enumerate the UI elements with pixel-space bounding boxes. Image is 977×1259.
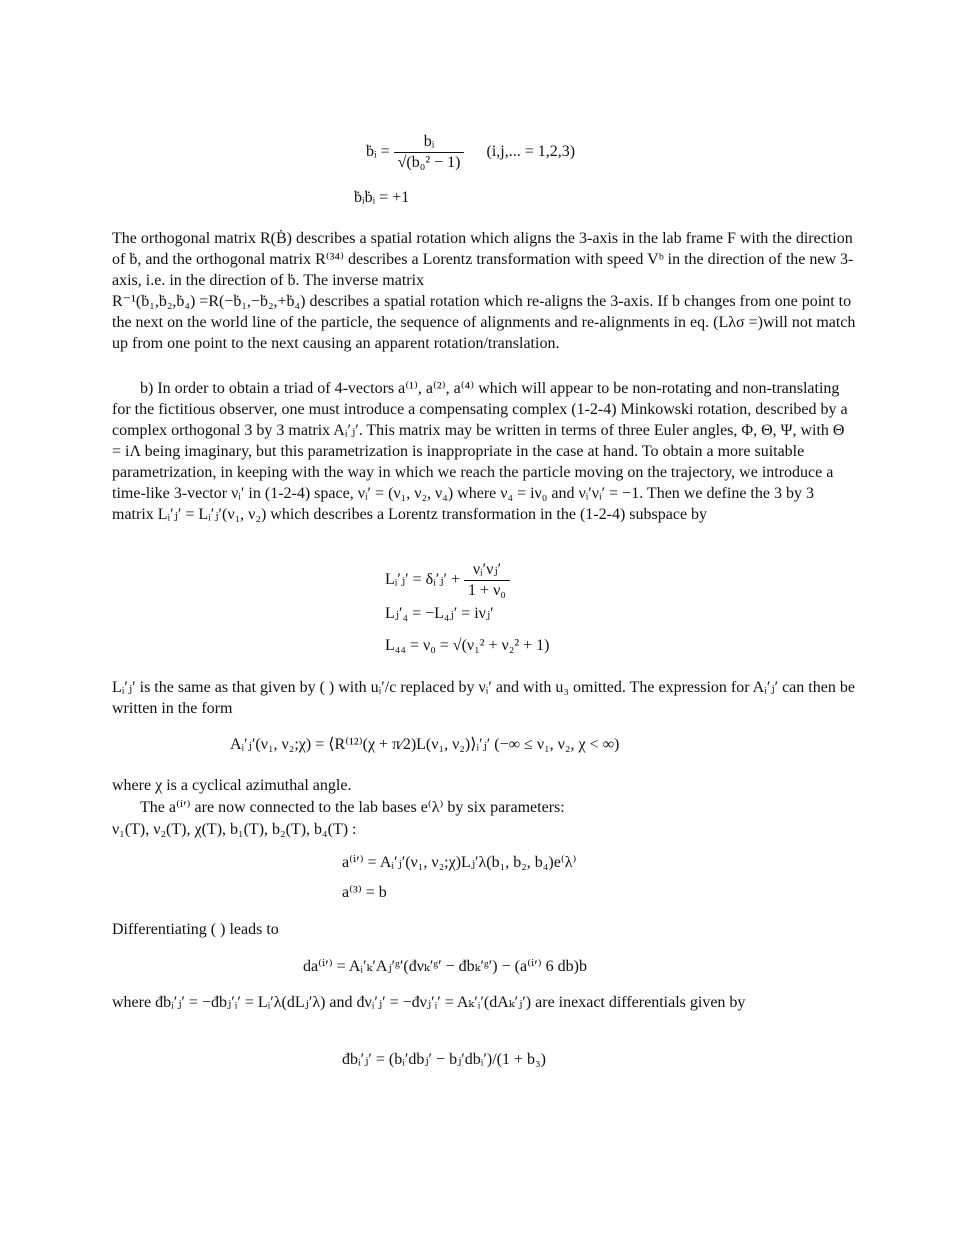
equation-a-expansion: a⁽ⁱ′⁾ = Aᵢ′ⱼ′(ν₁, ν₂;χ)Lⱼ′λ(b₁, b₂, b₄)e⁽λ⁾ xyxy=(342,854,577,871)
paragraph-triad-construction: b) In order to obtain a triad of 4-vectors a⁽¹⁾, a⁽²⁾, a⁽⁴⁾ which will appear to be non-rotating and non-translating for the fictitious observer, one must introduce a compensating complex (1-2-4) Minkowski rotation, described by a complex orthogonal 3 by 3 matrix Aᵢ′ⱼ′. This matrix may be written in terms of three Euler angles, Φ, Θ, Ψ, with Θ = iΛ being imaginary, but this parametrization is inappropriate in the case at hand. To obtain a more suitable parametrization, in keeping with the way in which we reach the particle moving on the trajectory, we introduce a time-like 3-vector νᵢ′ in (1-2-4) space, νᵢ′ = (ν₁, ν₂, ν₄) where ν₄ = iν₀ and νᵢ′νᵢ′ = −1. Then we define the 3 by 3 matrix Lᵢ′ⱼ′ = Lᵢ′ⱼ′(ν₁, ν₂) which describes a Lorentz transformation in the (1-2-4) subspace by xyxy=(112,380,848,523)
equation-lhs: ḃᵢ = xyxy=(366,143,390,161)
equation-unit-norm: ḃᵢḃᵢ = +1 xyxy=(354,189,410,206)
fraction-numerator: νᵢ′νⱼ′ xyxy=(464,560,510,581)
equation-a-matrix-form: Aᵢ′ⱼ′(ν₁, ν₂;χ) = ⟨R⁽¹²⁾(χ + π⁄2)L(ν₁, ν₂)⟩ᵢ′ⱼ′ (−∞ ≤ ν₁, ν₂, χ < ∞) xyxy=(230,736,620,753)
equation-db-inexact: đbᵢ′ⱼ′ = (bᵢ′dbⱼ′ − bⱼ′dbᵢ′)/(1 + b₃) xyxy=(342,1051,546,1068)
fraction-denominator: 1 + ν₀ xyxy=(468,582,506,599)
paragraph-differentiating: Differentiating ( ) leads to xyxy=(112,921,279,938)
paragraph-inexact-differentials: where đbᵢ′ⱼ′ = −đbⱼ′ᵢ′ = Lᵢ′λ(dLⱼ′λ) and đνᵢ′ⱼ′ = −đνⱼ′ᵢ′ = Aₖ′ᵢ′(dAₖ′ⱼ′) are inexact differentials given by xyxy=(112,994,746,1011)
equation-lorentz-matrix-row2: Lⱼ′₄ = −L₄ⱼ′ = iνⱼ′ xyxy=(385,605,494,622)
equation-a3-equals-b: a⁽³⁾ = b xyxy=(342,884,387,901)
equation-condition: (i,j,... = 1,2,3) xyxy=(486,143,576,161)
paragraph-parameter-list: ν₁(T), ν₂(T), χ(T), b₁(T), b₂(T), b₄(T) : xyxy=(112,821,357,838)
paragraph-lorentz-remark: Lᵢ′ⱼ′ is the same as that given by ( ) with uᵢ′/c replaced by νᵢ′ and with u₃ omitted. The expression for Aᵢ′ⱼ′ can then be written in the form xyxy=(112,679,855,717)
paragraph-chi-definition: where χ is a cyclical azimuthal angle. xyxy=(112,777,352,794)
equation-fraction xyxy=(464,560,510,601)
paragraph-six-parameters: The a⁽ⁱ′⁾ are now connected to the lab bases e⁽λ⁾ by six parameters: xyxy=(140,799,565,816)
equation-lorentz-matrix-row3: L₄₄ = ν₀ = √(ν₁² + ν₂² + 1) xyxy=(385,637,550,654)
fraction-numerator: bᵢ xyxy=(394,132,465,153)
equation-differential-a: da⁽ⁱ′⁾ = Aᵢ′ₖ′Aⱼ′ᵍ′(đνₖ′ᵍ′ − đbₖ′ᵍ′) − (a⁽ⁱ′⁾ 6 db)b xyxy=(303,958,587,975)
equation-fraction xyxy=(394,132,465,173)
paragraph-rotation-description: The orthogonal matrix R(Ḃ) describes a spatial rotation which aligns the 3-axis in the lab frame F with the direction of ḃ, and the orthogonal matrix R⁽³⁴⁾ describes a Lorentz transformation with speed Vᵇ in the direction of the new 3-axis, i.e. in the direction of ḃ. The inverse matrix R⁻¹(ḃ₁,ḃ₂,ḃ₄) =R(−ḃ₁,−ḃ₂,+ḃ₄) describes a spatial rotation which re-aligns the 3-axis. If b changes from one point to the next on the world line of the particle, the sequence of alignments and re-alignments in eq. (Lλσ =)will not match up from one point to the next causing an apparent rotation/translation. xyxy=(112,230,856,352)
fraction-denominator: √(b₀² − 1) xyxy=(397,154,461,171)
equation-lhs: Lᵢ′ⱼ′ = δᵢ′ⱼ′ + xyxy=(385,571,461,589)
equation-normalized-b xyxy=(366,132,575,173)
equation-lorentz-matrix-row1 xyxy=(385,560,510,601)
